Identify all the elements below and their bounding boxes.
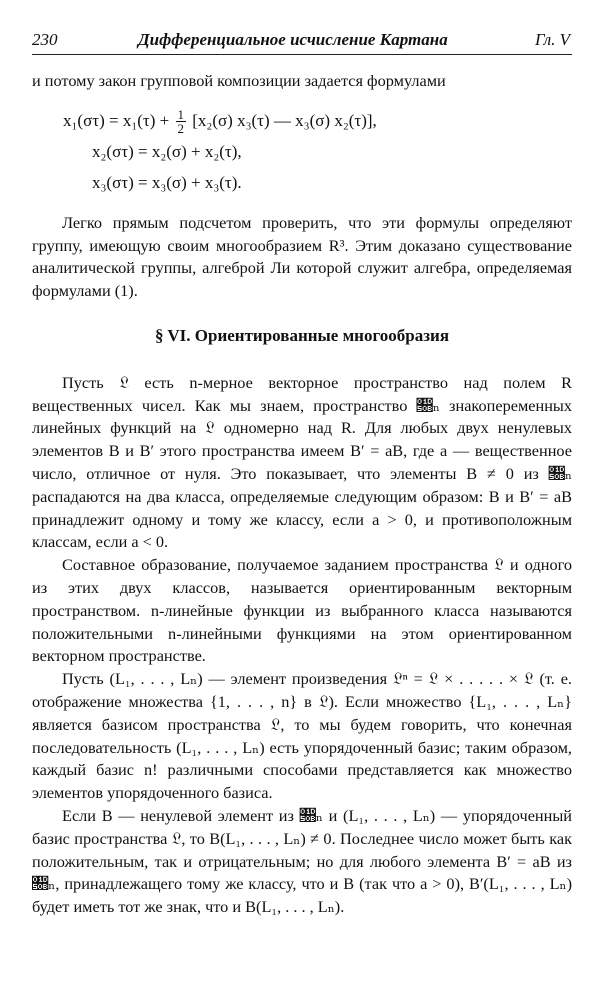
- section-heading: § VI. Ориентированные многообразия: [154, 325, 450, 345]
- formula-1-rest: [x₂(σ) x₃(τ) — x₃(σ) x₂(τ)],: [188, 110, 377, 130]
- chapter-label: Гл. V: [534, 30, 570, 49]
- formula-3: x₃(στ) = x₃(σ) + x₃(τ).: [92, 172, 242, 192]
- running-title: Дифференциальное исчисление Картана: [138, 30, 448, 49]
- page-number: 230: [32, 30, 58, 49]
- page-body: [32, 70, 572, 919]
- paragraph-proof-note: Легко прямым подсчетом проверить, что эти формулы определяют группу, имеющую своим многообразием R³. Этим доказано существование аналитической группы, алгеброй Ли которой служит алгебра, определяемая формулами (1).: [32, 212, 572, 301]
- fraction-one-half: [176, 108, 187, 135]
- paragraph-2: Составное образование, получаемое заданием пространства 𝔏 и одного из этих двух классов, называется ориентированным векторным пространством. n-линейные функции из выбранного класса называются положительными n-линейными функциями на этом ориентированном векторном пространстве.: [32, 555, 572, 666]
- formula-1: [32, 105, 572, 136]
- paragraph-3: Пусть (L₁, . . . , Lₙ) — элемент произведения 𝔏ⁿ = 𝔏 × . . . . . × 𝔏 (т. е. отображение множества {1, . . . , n} в 𝔏). Если множество {L₁, . . . , Lₙ} является базисом пространства 𝔏, то мы будем говорить, что конечная последовательность (L₁, . . . , Lₙ) есть упорядоченный базис; таким образом, каждый базис n! различными способами представляется как множество элементов упорядоченного базиса.: [32, 669, 572, 803]
- formula-1-lhs: x₁(στ) = x₁(τ) +: [63, 110, 174, 130]
- paragraph-1: Пусть 𝔏 есть n-мерное векторное пространство над полем R вещественных чисел. Как мы знаем, пространство 𝔋ₙ знакопеременных линейных функций на 𝔏 одномерно над R. Для любых двух ненулевых элементов B и B′ этого пространства имеем B′ = aB, где a — вещественное число, отличное от нуля. Это показывает, что элементы B ≠ 0 из 𝔋ₙ распадаются на два класса, определяемые следующим образом: B и B′ = aB принадлежит одному и тому же классу, если a > 0, и противоположным классам, если a < 0.: [32, 372, 572, 552]
- page-header: [32, 28, 572, 55]
- formula-block: [32, 105, 572, 198]
- intro-line: и потому закон групповой композиции задается формулами: [32, 71, 446, 90]
- fraction-denominator: 2: [177, 121, 184, 137]
- paragraph-4: Если B — ненулевой элемент из 𝔋ₙ и (L₁, . . . , Lₙ) — упорядоченный базис пространства 𝔏, то B(L₁, . . . , Lₙ) ≠ 0. Последнее число может быть как положительным, так и отрицательным; но для любого элемента B′ = aB из 𝔋ₙ, принадлежащего тому же классу, что и B (так что a > 0), B′(L₁, . . . , Lₙ) будет иметь тот же знак, что и B(L₁, . . . , Lₙ).: [32, 805, 572, 917]
- formula-2: x₂(στ) = x₂(σ) + x₂(τ),: [92, 141, 242, 161]
- fraction-numerator: 1: [177, 107, 184, 123]
